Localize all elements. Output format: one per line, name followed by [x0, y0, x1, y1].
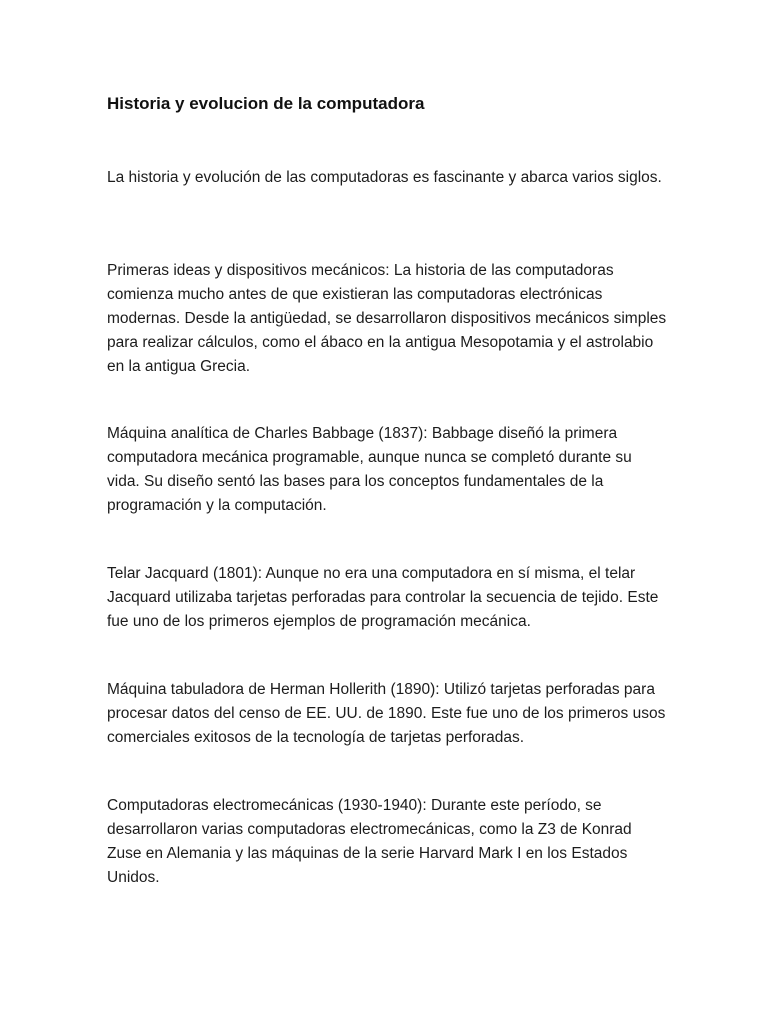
paragraph-electromechanical: Computadoras electromecánicas (1930-1940): Durante este período, se desarrollaron varias computadoras electromecánicas, como la Z3 de Konrad Zuse en Alemania y las máquinas de la serie Harvard Mark I en los Estados Unidos.: [107, 797, 632, 886]
paragraph-mechanical-devices: Primeras ideas y dispositivos mecánicos: La historia de las computadoras comienza mucho antes de que existieran las computadoras electrónicas modernas. Desde la antigüedad, se desarrollaron dispositivos mecánicos simples para realizar cálculos, como el ábaco en la antigua Mesopotamia y el astrolabio en la antigua Grecia.: [107, 262, 667, 375]
paragraph-intro: La historia y evolución de las computadoras es fascinante y abarca varios siglos.: [107, 169, 662, 186]
paragraph-jacquard: Telar Jacquard (1801): Aunque no era una computadora en sí misma, el telar Jacquard utilizaba tarjetas perforadas para controlar la secuencia de tejido. Este fue uno de los primeros ejemplos de programación mecánica.: [107, 565, 659, 630]
paragraph-hollerith: Máquina tabuladora de Herman Hollerith (1890): Utilizó tarjetas perforadas para procesar datos del censo de EE. UU. de 1890. Este fue uno de los primeros usos comerciales exitosos de la tecnología de tarjetas perforadas.: [107, 681, 666, 746]
document-title: Historia y evolucion de la computadora: [107, 94, 425, 113]
paragraph-babbage: Máquina analítica de Charles Babbage (1837): Babbage diseñó la primera computadora mecánica programable, aunque nunca se completó durante su vida. Su diseño sentó las bases para los conceptos fundamentales de la programación y la computación.: [107, 425, 632, 514]
